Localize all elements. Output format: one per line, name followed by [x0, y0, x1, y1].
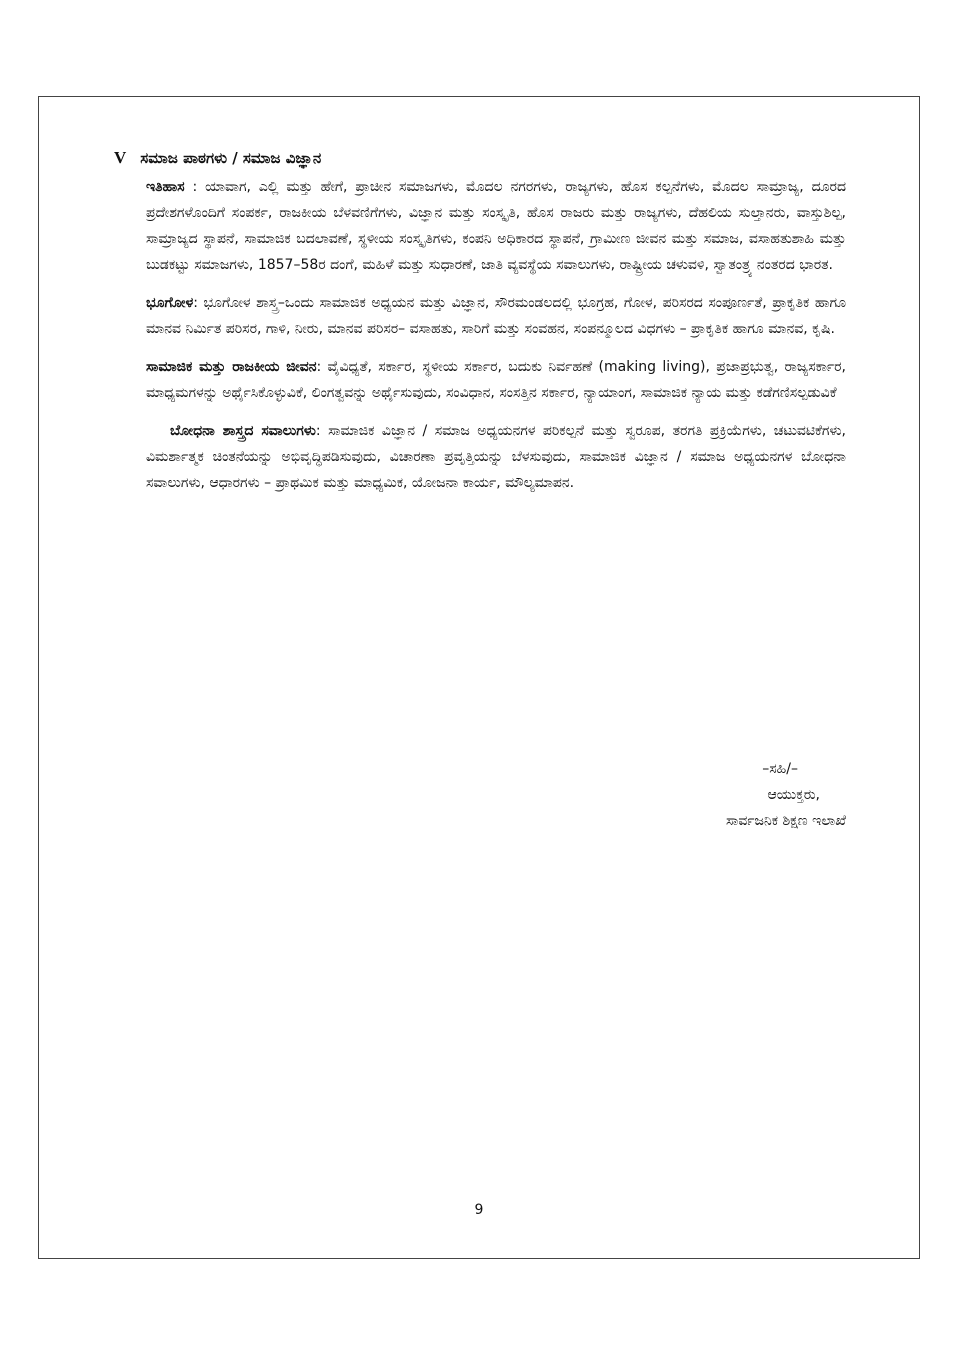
page-number: 9 [474, 1202, 484, 1218]
social-political-text: : ವೈವಿಧ್ಯತೆ, ಸರ್ಕಾರ, ಸ್ಥಳೀಯ ಸರ್ಕಾರ, ಬದುಕು ನಿರ್ವಹಣೆ (making living), ಪ್ರಜಾಪ್ರಭುತ್ವ, ರಾಜ್ಯಸರ್ಕಾರ, ಮಾಧ್ಯಮಗಳನ್ನು ಅರ್ಥೈಸಿಕೊಳ್ಳುವಿಕೆ, ಲಿಂಗತ್ವವನ್ನು ಅರ್ಥೈಸುವುದು, ಸಂವಿಧಾನ, ಸಂಸತ್ತಿನ ಸರ್ಕಾರ, ನ್ಯಾಯಾಂಗ, ಸಾಮಾಜಿಕ ನ್ಯಾಯ ಮತ್ತು ಕಡೆಗಣಿಸಲ್ಪಡುವಿಕೆ [146, 359, 846, 401]
section-title: ಸಮಾಜ ಪಾಠಗಳು / ಸಮಾಜ ವಿಜ್ಞಾನ [140, 149, 322, 167]
paragraph-pedagogy [146, 418, 846, 496]
history-text: : ಯಾವಾಗ, ಎಲ್ಲಿ ಮತ್ತು ಹೇಗೆ, ಪ್ರಾಚೀನ ಸಮಾಜಗಳು, ಮೊದಲ ನಗರಗಳು, ರಾಜ್ಯಗಳು, ಹೊಸ ಕಲ್ಪನೆಗಳು, ಮೊದಲ ಸಾಮ್ರಾಜ್ಯ, ದೂರದ ಪ್ರದೇಶಗಳೊಂದಿಗೆ ಸಂಪರ್ಕ, ರಾಜಕೀಯ ಬೆಳವಣಿಗೆಗಳು, ವಿಜ್ಞಾನ ಮತ್ತು ಸಂಸ್ಕೃತಿ, ಹೊಸ ರಾಜರು ಮತ್ತು ರಾಜ್ಯಗಳು, ದೆಹಲಿಯ ಸುಲ್ತಾನರು, ವಾಸ್ತುಶಿಲ್ಪ, ಸಾಮ್ರಾಜ್ಯದ ಸ್ಥಾಪನೆ, ಸಾಮಾಜಿಕ ಬದಲಾವಣೆ, ಸ್ಥಳೀಯ ಸಂಸ್ಕೃತಿಗಳು, ಕಂಪನಿ ಅಧಿಕಾರದ ಸ್ಥಾಪನೆ, ಗ್ರಾಮೀಣ ಜೀವನ ಮತ್ತು ಸಮಾಜ, ವಸಾಹತುಶಾಹಿ ಮತ್ತು ಬುಡಕಟ್ಟು ಸಮಾಜಗಳು, 1857–58ರ ದಂಗೆ, ಮಹಿಳೆ ಮತ್ತು ಸುಧಾರಣೆ, ಜಾತಿ ವ್ಯವಸ್ಥೆಯ ಸವಾಲುಗಳು, ರಾಷ್ಟ್ರೀಯ ಚಳುವಳಿ, ಸ್ವಾತಂತ್ರ್ಯ ನಂತರದ ಭಾರತ. [146, 179, 846, 273]
syllabus-content [146, 174, 846, 496]
history-label: ಇತಿಹಾಸ [146, 179, 185, 195]
signature-block [586, 756, 846, 834]
paragraph-social-political-life [146, 354, 846, 406]
geography-label: ಭೂಗೋಳ [146, 295, 194, 311]
signature-designation: ಆಯುಕ್ತರು, [767, 787, 820, 803]
signature-department: ಸಾರ್ವಜನಿಕ ಶಿಕ್ಷಣ ಇಲಾಖೆ [725, 813, 846, 829]
section-heading [114, 148, 321, 168]
signature-mark: –ಸಹಿ/– [762, 761, 798, 777]
section-number: V [114, 148, 127, 167]
social-political-label: ಸಾಮಾಜಿಕ ಮತ್ತು ರಾಜಕೀಯ ಜೀವನ [146, 359, 317, 375]
paragraph-history [146, 174, 846, 278]
pedagogy-text: : ಸಾಮಾಜಿಕ ವಿಜ್ಞಾನ / ಸಮಾಜ ಅಧ್ಯಯನಗಳ ಪರಿಕಲ್ಪನೆ ಮತ್ತು ಸ್ವರೂಪ, ತರಗತಿ ಪ್ರಕ್ರಿಯೆಗಳು, ಚಟುವಟಿಕೆಗಳು, ವಿಮರ್ಶಾತ್ಮಕ ಚಿಂತನೆಯನ್ನು ಅಭಿವೃದ್ಧಿಪಡಿಸುವುದು, ವಿಚಾರಣಾ ಪ್ರವೃತ್ತಿಯನ್ನು ಬೆಳಸುವುದು, ಸಾಮಾಜಿಕ ವಿಜ್ಞಾನ / ಸಮಾಜ ಅಧ್ಯಯನಗಳ ಬೋಧನಾ ಸವಾಲುಗಳು, ಆಧಾರಗಳು – ಪ್ರಾಥಮಿಕ ಮತ್ತು ಮಾಧ್ಯಮಿಕ, ಯೋಜನಾ ಕಾರ್ಯ, ಮೌಲ್ಯಮಾಪನ. [146, 423, 846, 491]
pedagogy-label: ಬೋಧನಾ ಶಾಸ್ತ್ರದ ಸವಾಲುಗಳು [170, 423, 316, 439]
paragraph-geography [146, 290, 846, 342]
geography-text: : ಭೂಗೋಳ ಶಾಸ್ತ್ರ–ಒಂದು ಸಾಮಾಜಿಕ ಅಧ್ಯಯನ ಮತ್ತು ವಿಜ್ಞಾನ, ಸೌರಮಂಡಲದಲ್ಲಿ ಭೂಗ್ರಹ, ಗೋಳ, ಪರಿಸರದ ಸಂಪೂರ್ಣತೆ, ಪ್ರಾಕೃತಿಕ ಹಾಗೂ ಮಾನವ ನಿರ್ಮಿತ ಪರಿಸರ, ಗಾಳಿ, ನೀರು, ಮಾನವ ಪರಿಸರ– ವಸಾಹತು, ಸಾರಿಗೆ ಮತ್ತು ಸಂವಹನ, ಸಂಪನ್ಮೂಲದ ವಿಧಗಳು – ಪ್ರಾಕೃತಿಕ ಹಾಗೂ ಮಾನವ, ಕೃಷಿ. [146, 295, 846, 337]
